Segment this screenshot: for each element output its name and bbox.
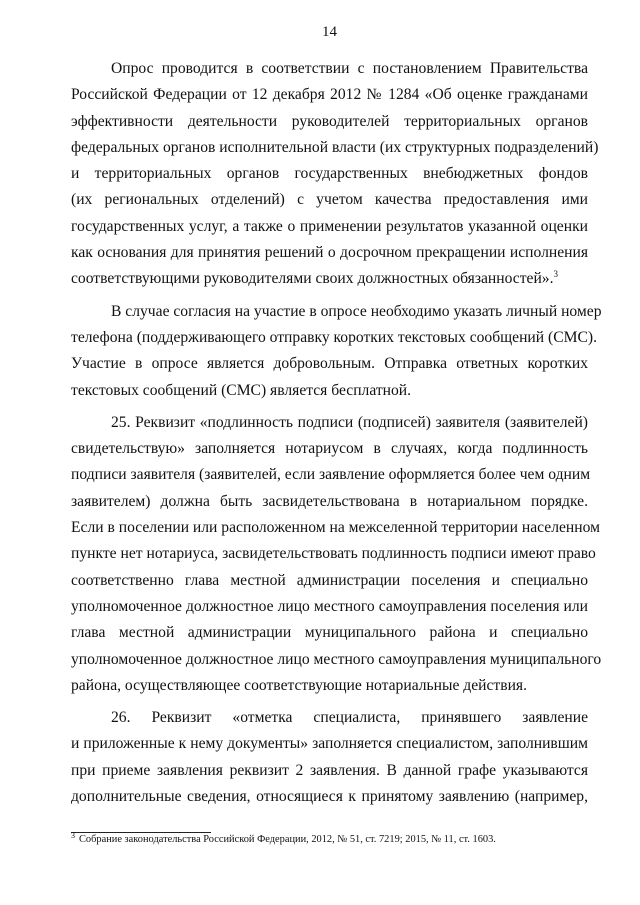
footnote-separator xyxy=(71,832,211,833)
text-line: федеральных органов исполнительной власти (их структурных подразделений) xyxy=(71,138,599,156)
text-line: телефона (поддерживающего отправку коротких текстовых сообщений (СМС). xyxy=(71,328,597,346)
footnote xyxy=(71,830,496,845)
text-line: текстовых сообщений (СМС) является бесплатной. xyxy=(71,381,412,399)
paragraph xyxy=(71,299,602,404)
page-number: 14 xyxy=(322,24,337,40)
text-line: государственных услуг, а также о применении результатов указанной оценки xyxy=(71,217,588,235)
text-line: В случае согласия на участие в опросе необходимо указать личный номер xyxy=(111,302,602,320)
text-line: заявителем) должна быть засвидетельствована в нотариальном порядке. xyxy=(71,492,588,510)
text-line: глава местной администрации муниципального района и специально xyxy=(71,624,588,642)
document-body xyxy=(71,56,602,810)
footnote-number: 3 xyxy=(71,830,75,840)
text-line: свидетельствую» заполняется нотариусом в случаях, когда подлинность xyxy=(71,440,588,458)
text-line: Опрос проводится в соответствии с постановлением Правительства xyxy=(111,60,588,77)
text-line: и приложенные к нему документы» заполняется специалистом, заполнившим xyxy=(71,735,588,753)
text-line: при приеме заявления реквизит 2 заявления. В данной графе указываются xyxy=(71,761,588,779)
text-line: Участие в опросе является добровольным. Отправка ответных коротких xyxy=(71,355,588,373)
text-line: 25. Реквизит «подлинность подписи (подписей) заявителя (заявителей) xyxy=(111,413,588,431)
paragraph xyxy=(71,410,602,699)
text-line: подписи заявителя (заявителей, если заявление оформляется более чем одним xyxy=(71,466,591,484)
text-line: соответственно глава местной администрации поселения и специально xyxy=(71,571,588,589)
text-line: эффективности деятельности руководителей территориальных органов xyxy=(71,112,588,130)
text-line: соответствующими руководителями своих должностных обязанностей». xyxy=(71,270,554,288)
text-line: Если в поселении или расположенном на межселенной территории населенном xyxy=(71,519,600,537)
text-line: уполномоченное должностное лицо местного самоуправления муниципального xyxy=(71,650,602,668)
footnote-text: Собрание законодательства Российской Федерации, 2012, № 51, ст. 7219; 2015, № 11, ст. 1603. xyxy=(79,834,496,845)
paragraph xyxy=(71,56,599,293)
text-line: района, осуществляющее соответствующие нотариальные действия. xyxy=(71,676,528,694)
text-line-wrapper xyxy=(71,266,588,292)
text-line: и территориальных органов государственных внебюджетных фондов xyxy=(71,165,588,183)
footnote-reference: 3 xyxy=(553,269,558,280)
text-line: 26. Реквизит «отметка специалиста, принявшего заявление xyxy=(111,709,588,727)
text-line: Российской Федерации от 12 декабря 2012 № 1284 «Об оценке гражданами xyxy=(71,86,588,104)
text-line: пункте нет нотариуса, засвидетельствовать подлинность подписи имеют право xyxy=(71,545,596,563)
text-line: уполномоченное должностное лицо местного самоуправления поселения или xyxy=(71,597,588,615)
text-line: (их региональных отделений) с учетом качества предоставления ими xyxy=(71,191,588,209)
text-line: дополнительные сведения, относящиеся к принятому заявлению (например, xyxy=(71,788,588,806)
text-line: как основания для принятия решений о досрочном прекращении исполнения xyxy=(71,244,588,262)
paragraph xyxy=(71,705,588,810)
